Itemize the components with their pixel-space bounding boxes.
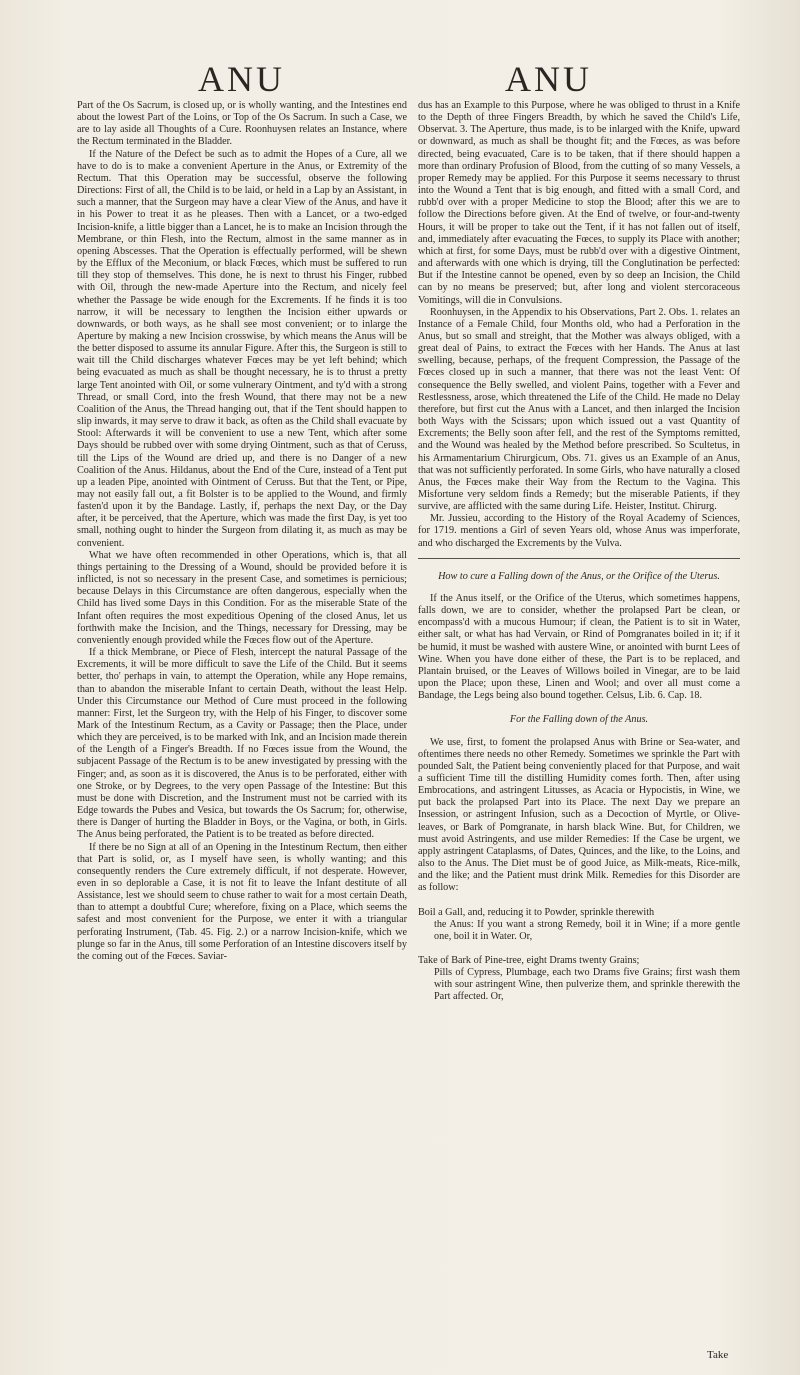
running-head-left: ANU — [198, 59, 285, 99]
left-column — [77, 100, 407, 963]
paragraph: If there be no Sign at all of an Opening in the Intestinum Rectum, then either that Part is solid, or, as I myself have seen, is wholly wanting; and this consequently renders the Cure extremely difficult, if not desperate. However, even in so deplorable a Case, it is not fit to leave the Infant destitute of all Assistance, lest we should seem to chuse rather to wait for a most certain Death, than to attempt a doubtful Cure; wherefore, fixing on a Place, which seems the safest and most convenient for the Purpose, we enter it with a triangular perforating Instrument, (Tab. 45. Fig. 2.) or a narrow Incision-knife, which we plunge so far in the Anus, till some Perforation of an Intestine discovers itself by the coming out of the Fœces. Saviar- — [77, 841, 407, 962]
section-rule — [418, 558, 740, 559]
recipe-continuation: the Anus: If you want a strong Remedy, boil it in Wine; if a more gentle one, boil it in Water. Or, — [434, 918, 740, 942]
recipe-first-line: Take of Bark of Pine-tree, eight Drams twenty Grains; — [418, 955, 640, 966]
right-column — [418, 100, 740, 1004]
section-heading: For the Falling down of the Anus. — [509, 714, 649, 726]
paragraph: If the Anus itself, or the Orifice of the Uterus, which sometimes happens, falls down, we are to consider, whether the prolapsed Part be clean, or encompass'd with a mucous Humour; if clean, the Patient is to sit in Water, either salt, or what has had Vervain, or Rind of Pomgranates boiled in it; if it be humid, it must be washed with austere Wine, or anointed with burnt Lees of Wine. When you have done either of these, the Part is to be replaced, and Plantain bruised, or the Leaves of Willows boiled in Vinegar, are to be laid upon the Place; upon these, Linen and Wool; and over all must come a Bandage, the Legs being also bound together. Celsus, Lib. 6. Cap. 18. — [418, 592, 740, 702]
recipe-first-line: Boil a Gall, and, reducing it to Powder, sprinkle therewith — [418, 906, 655, 918]
recipe — [418, 907, 740, 943]
paragraph: dus has an Example to this Purpose, where he was obliged to thrust in a Knife to the Depth of three Fingers Breadth, by which he saved the Child's Life, Observat. 3. The Aperture, thus made, is to be inlarged with the Knife, upward or downward, as much as shall be thought fit; and the Fœces, as was before directed, being evacuated, Care is to be taken, that if there should happen a more than ordinary Profusion of Blood, from the cutting of so many Vessels, a proper Remedy may be applied. For this Purpose it seems necessary to thrust into the Wound a Tent that is big enough, and fitted with a small Cord, and rubb'd over with a proper Medicine to stop the Blood; after this we are to follow the Directions before given. At the End of twelve, or four-and-twenty Hours, it will be proper to take out the Tent, if it has not fallen out of itself, and, immediately after evacuating the Fœces, to supply its Place with another; which at first, for some Days, must be rubb'd over with a digestive Ointment, and afterwards with one which is drying, till the Conglutination be perfected: But if the Intestine cannot be opened, even by so deep an Incision, the Child can by no means be preserved; but, after long and violent stercoraceous Vomitings, will die in Convulsions. — [418, 100, 740, 306]
paragraph: What we have often recommended in other Operations, which is, that all things pertaining to the Dressing of a Wound, should be provided before it is inflicted, is not so necessary in the present Case, and sometimes is pernicious; because Delays in this Circumstance are often dangerous, especially when the Child has lived some Days in this Condition. For as the miserable State of the Infant often requires the most expeditious Opening of the closed Anus, let us forthwith make the Incision, and the Things, necessary for Dressing, may be conveniently enough provided while the Fœces flow out of the Aperture. — [77, 549, 407, 646]
catchword: Take — [707, 1349, 729, 1361]
recipe — [418, 955, 740, 1004]
paragraph: Mr. Jussieu, according to the History of the Royal Academy of Sciences, for 1719. mentions a Girl of seven Years old, whose Anus was imperforate, and who discharged the Excrements by the Vulva. — [418, 513, 740, 549]
paragraph: Roonhuysen, in the Appendix to his Observations, Part 2. Obs. 1. relates an Instance of a Female Child, four Months old, who had a Perforation in the Anus, but so small and streight, that the Mother was always obliged, with a great deal of Pains, to extract the Fœces with her Hands. The Anus at last swelling, because, perhaps, of the frequent Compression, the Passage of the Fœces closed up in such a manner, that there was not the least Vent: Of consequence the Belly swelled, and violent Pains, together with a Fever and Restlessness, arose, which threatened the Life of the Child. He made no Delay therefore, but first cut the Anus with a Lancet, and then inlarged the Incision both Ways with the Scissars; upon which issued out a vast Quantity of Excrements; the Belly soon after fell, and the rest of the Symptoms remitted, and the Wound was healed by the Method before prescribed. So Scultetus, in his Armamentarium Chirurgicum, Obs. 71. gives us an Example of an Anus, that was not sufficiently perforated. In some Girls, who have naturally a closed Anus, the Fœces make their Way from the Rectum to the Vagina. This Misfortune very seldom finds a Remedy; but the miserable Patients, if they survive, are afflicted with the same during Life. Heister, Institut. Chirurg. — [418, 306, 740, 513]
section-heading: How to cure a Falling down of the Anus, or the Orifice of the Uterus. — [438, 570, 720, 582]
paragraph: If the Nature of the Defect be such as to admit the Hopes of a Cure, all we have to do is to make a convenient Aperture in the Anus, or Extremity of the Rectum. That this Operation may be successful, observe the following Directions: First of all, the Child is to be laid, or held in a Lap by an Assistant, in such a manner, that the Surgeon may have a clear View of the Anus, and have it in his Power to treat it as he pleases. Then with a Lancet, or a two-edged Incision-knife, a little bigger than a Lancet, he is to make an Incision through the Membrane, or thin Flesh, into the Rectum, almost in the same manner as in opening Abscesses. That the Operation is effectually performed, will be shewn by the Efflux of the Meconium, or black Fœces, which must be suffered to run till they stop of themselves. This done, he is next to thrust his Finger, rubbed with Oil, through the new-made Aperture into the Rectum, and nicely feel whether the Passage be wide enough for the Excrements. If he finds it is too narrow, it will be necessary to lengthen the Incision either upwards or downwards, or both ways, as he shall see most convenient; or to inlarge the Aperture by making a new Incision crosswise, by which means the Anus will be the better disposed to assume its annular Figure. After this, the Surgeon is still to wait till the Child discharges whatever Fœces may be yet left behind; which being evacuated as much as shall be thought necessary, he is to thrust a pretty large Tent anointed with Oil, or some vulnerary Ointment, and ty'd with a strong Thread, or small Cord, into the fresh Wound, that there may not be a new Coalition of the Anus, the Thread hanging out, that if the Tent should happen to slip inwards, it may serve to draw it back, as often as the Child shall evacuate by Stool: Afterwards it will be convenient to use a new Tent, which after some Days should be rubbed over with some drying Ointment, such as that of Ceruss, till the Lips of the Wound are dried up, and there is no Danger of a new Coalition of the Anus. Hildanus, about the End of the Cure, instead of a Tent put up a leaden Pipe, anointed with Ointment of Ceruss. But that the Tent, or Pipe, may not easily fall out, a fit Bolster is to be applied to the Wound, and firmly fasten'd upon it by the Bandage. Lastly, if, perhaps the next Day, or the Day after, it be perceived, that the Aperture, which was made the first Day, is yet too small, nothing ought to hinder the Surgeon from dilating it, as much as may be convenient. — [77, 148, 407, 549]
recipe-continuation: Pills of Cypress, Plumbage, each two Drams five Grains; first wash them with sour astringent Wine, then pulverize them, and sprinkle therewith the Part affected. Or, — [434, 967, 740, 1003]
running-head-right: ANU — [505, 59, 592, 99]
paragraph: Part of the Os Sacrum, is closed up, or is wholly wanting, and the Intestines end about the lowest Part of the Loins, or Top of the Os Sacrum. In such a Case, we are to lay aside all Thoughts of a Cure. Roonhuysen relates an Instance, where the Rectum terminated in the Bladder. — [77, 100, 407, 148]
paragraph: We use, first, to foment the prolapsed Anus with Brine or Sea-water, and oftentimes there needs no other Remedy. Sometimes we sprinkle the Part with pounded Salt, the Patient being conveniently placed for that Purpose, and wait a sufficient Time till the distilling Humidity comes forth. Then, after using Embrocations, and astringent Litusses, as Acacia or Hypocistis, in Wine, we put back the prolapsed Part into its Place. The next Day we prepare an Insession, or astringent Infusion, such as a Decoction of Myrtle, or Olive-leaves, or Bark of Pomgranate, in harsh black Wine. But, for Children, we must avoid Astringents, and use milder Remedies: If the Case be urgent, we apply astringent Cataplasms, of Dates, Quinces, and the like, to the Loins, and also to the Anus. The Diet must be of good Juice, as Milk-meats, Rice-milk, and the like; and the Patient must drink Milk. Remedies for this Disorder are as follow: — [418, 736, 740, 894]
paragraph: If a thick Membrane, or Piece of Flesh, intercept the natural Passage of the Excrements, it will be more difficult to save the Life of the Child. But it seems better, tho' perhaps in vain, to attempt the Operation, while any Hope remains, than to abandon the miserable Infant to certain Death, without the least Help. Under this Circumstance our Method of Cure must proceed in the following manner: First, let the Surgeon try, with the Help of his Finger, to discover some Mark of the Intestinum Rectum, as a Cavity or Passage; then the Place, under which they are perceived, is to be marked with Ink, and an Incision made therein of the Length of a Finger's Breadth. If no Fœces issue from the Wound, the subjacent Passage of the Rectum is to be anew investigated by pressing with the Finger; and, as soon as it is discovered, the Anus is to be perforated, either with one Stroke, or by Degrees, to the very open Passage of the Intestine: But this must be done with Discretion, and the Instrument must not be carried with its Edge towards the Pubes and Vesica, but towards the Os Sacrum; for, otherwise, there is Danger of hurting the Bladder in Boys, or the Vagina, or both, in Girls. The Anus being perforated, the Patient is to be treated as before directed. — [77, 647, 407, 841]
